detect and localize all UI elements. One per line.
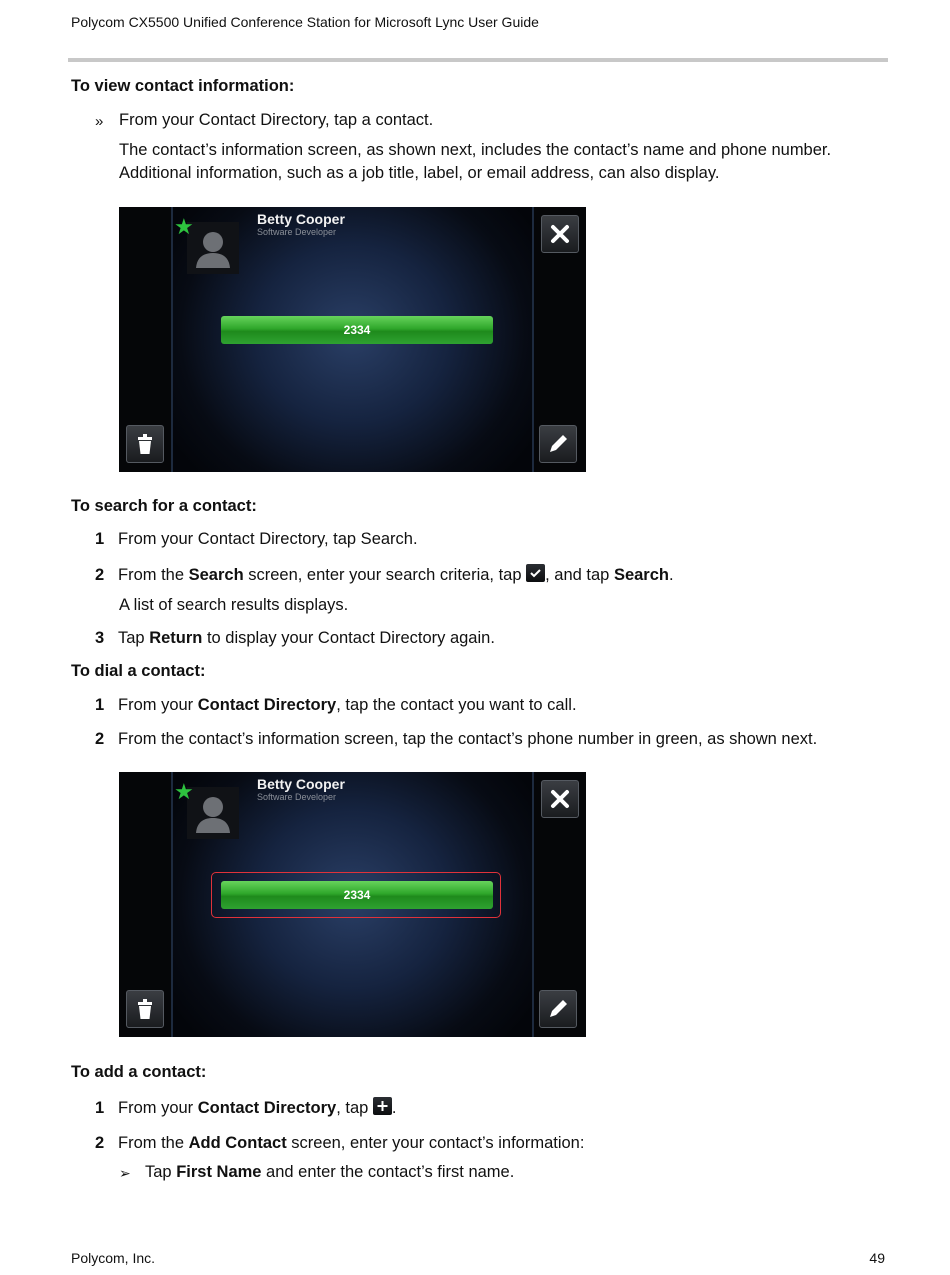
heading-dial-contact: To dial a contact:: [71, 662, 206, 680]
search-step-3: Tap Return to display your Contact Directory again.: [118, 629, 495, 647]
search-step-2: From the Search screen, enter your search criteria, tap , and tap Search.: [118, 566, 674, 584]
heading-add-contact: To add a contact:: [71, 1063, 207, 1081]
dial-step-2: From the contact’s information screen, tap the contact’s phone number in green, as shown next.: [118, 730, 818, 748]
step-number: 2: [95, 566, 105, 584]
document-header: Polycom CX5500 Unified Conference Station for Microsoft Lync User Guide: [71, 14, 539, 30]
step-number: 3: [95, 629, 105, 647]
person-icon: [187, 222, 239, 274]
arrow-bullet: ➢: [119, 1165, 131, 1181]
view-description-2: Additional information, such as a job title, label, or email address, can also display.: [119, 164, 720, 182]
contact-title: Software Developer: [257, 792, 337, 802]
step-number: 2: [95, 730, 105, 748]
trash-icon: [127, 426, 163, 462]
add-step-2: From the Add Contact screen, enter your contact’s information:: [118, 1134, 585, 1152]
header-rule: [68, 58, 888, 62]
page-number: 49: [869, 1250, 885, 1266]
close-button[interactable]: [541, 780, 579, 818]
person-icon: [187, 787, 239, 839]
search-step-1: From your Contact Directory, tap Search.: [118, 530, 418, 548]
phone-number-button[interactable]: 2334: [221, 316, 493, 344]
close-icon: [542, 781, 578, 817]
view-step: From your Contact Directory, tap a contact.: [119, 111, 434, 129]
bullet-marker: »: [95, 113, 104, 130]
star-icon: ★: [174, 214, 194, 239]
star-icon: ★: [174, 779, 194, 804]
checkmark-icon: [526, 564, 545, 582]
step-number: 1: [95, 696, 105, 714]
view-description: The contact’s information screen, as shown next, includes the contact’s name and phone number.: [119, 141, 832, 159]
step-number: 1: [95, 1099, 105, 1117]
search-step-2-result: A list of search results displays.: [119, 596, 349, 614]
contact-name: Betty Cooper: [257, 776, 345, 792]
close-icon: [542, 216, 578, 252]
contact-title: Software Developer: [257, 227, 337, 237]
edit-button[interactable]: [539, 425, 577, 463]
phone-number-button[interactable]: 2334: [221, 881, 493, 909]
edit-icon: [540, 426, 576, 462]
contact-name: Betty Cooper: [257, 211, 345, 227]
add-substep-first-name: Tap First Name and enter the contact’s first name.: [145, 1163, 515, 1181]
delete-button[interactable]: [126, 425, 164, 463]
edit-icon: [540, 991, 576, 1027]
trash-icon: [127, 991, 163, 1027]
dial-step-1: From your Contact Directory, tap the contact you want to call.: [118, 696, 577, 714]
heading-view-contact: To view contact information:: [71, 77, 295, 95]
add-step-1: From your Contact Directory, tap .: [118, 1099, 397, 1117]
contact-info-screenshot-1: [119, 207, 586, 472]
plus-icon: [373, 1097, 392, 1115]
contact-info-screenshot-2: [119, 772, 586, 1037]
delete-button[interactable]: [126, 990, 164, 1028]
step-number: 1: [95, 530, 105, 548]
footer-company: Polycom, Inc.: [71, 1250, 156, 1266]
close-button[interactable]: [541, 215, 579, 253]
heading-search-contact: To search for a contact:: [71, 497, 257, 515]
edit-button[interactable]: [539, 990, 577, 1028]
step-number: 2: [95, 1134, 105, 1152]
